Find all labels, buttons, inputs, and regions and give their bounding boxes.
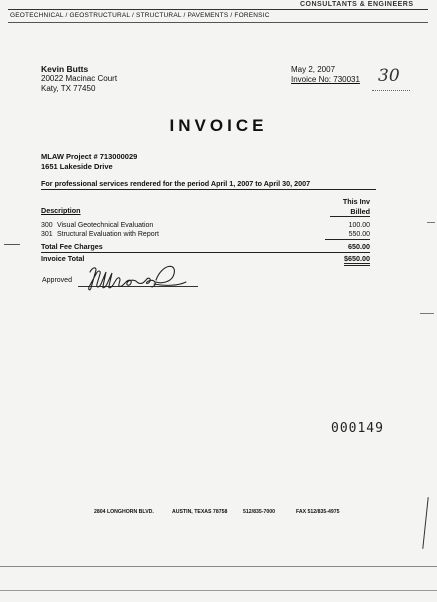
project-block	[41, 152, 137, 172]
total-fee-row	[41, 242, 370, 251]
handwritten-note: 30	[378, 66, 400, 86]
period-rule	[41, 189, 376, 190]
project-number: MLAW Project # 713000029	[41, 152, 138, 161]
row-amount: 550.00	[348, 231, 370, 238]
row-code: 301	[41, 231, 53, 238]
scan-edge-mark	[422, 497, 428, 549]
project-address: 1651 Lakeside Drive	[41, 162, 113, 171]
row-description-cell	[41, 231, 159, 238]
row-description-cell	[41, 222, 153, 229]
total-fee-label: Total Fee Charges	[41, 242, 103, 251]
letterhead-top-rule	[8, 9, 428, 10]
footer-city: AUSTIN, TEXAS 78758	[172, 509, 228, 515]
footer-street: 2804 LONGHORN BLVD.	[94, 509, 154, 515]
invoice-total-label: Invoice Total	[41, 254, 85, 263]
scan-bottom-rule	[0, 590, 437, 591]
approved-label: Approved	[42, 277, 72, 284]
letterhead-specialties: GEOTECHNICAL / GEOSTRUCTURAL / STRUCTURAL / PAVEMENTS / FORENSIC	[10, 12, 270, 19]
document-number: 000149	[331, 421, 384, 436]
row-code: 300	[41, 222, 53, 229]
invoice-number: Invoice No: 730031	[291, 75, 360, 84]
total-fee-value: 650.00	[348, 242, 370, 251]
billed-header-rule	[330, 216, 370, 217]
approval-signature	[82, 260, 192, 294]
footer-fax: FAX 512/835-4975	[296, 509, 340, 515]
client-address-line1: 20022 Macinac Court	[41, 74, 118, 83]
letterhead-bottom-rule	[8, 22, 428, 23]
scan-bottom-rule	[0, 566, 437, 567]
letterhead-firm-tagline: CONSULTANTS & ENGINEERS	[300, 1, 414, 8]
client-address-block	[41, 64, 117, 94]
client-name: Kevin Butts	[41, 64, 89, 74]
invoice-meta	[291, 65, 360, 85]
row-amount: 100.00	[348, 222, 370, 229]
table-row	[41, 222, 370, 229]
billed-header-line1: This Inv	[342, 197, 370, 206]
billed-column-header	[325, 197, 370, 217]
service-period: For professional services rendered for the period April 1, 2007 to April 30, 2007	[41, 179, 311, 188]
description-column-header: Description	[41, 206, 81, 215]
scan-mark	[4, 244, 20, 245]
handwritten-underline	[372, 90, 410, 91]
billed-header-line2: Billed	[350, 207, 370, 216]
row-description: Structural Evaluation with Report	[56, 231, 159, 238]
footer-phone: 512/835-7000	[243, 509, 276, 515]
scan-mark	[427, 222, 435, 223]
subtotal-rule	[325, 239, 370, 240]
scan-mark	[420, 313, 434, 314]
invoice-total-value: $650.00	[344, 254, 370, 266]
table-row	[41, 231, 370, 238]
client-address-line2: Katy, TX 77450	[41, 84, 96, 93]
row-description: Visual Geotechnical Evaluation	[56, 222, 154, 229]
total-fee-rule	[41, 252, 370, 253]
invoice-date: May 2, 2007	[291, 65, 336, 74]
invoice-title: INVOICE	[169, 116, 268, 135]
